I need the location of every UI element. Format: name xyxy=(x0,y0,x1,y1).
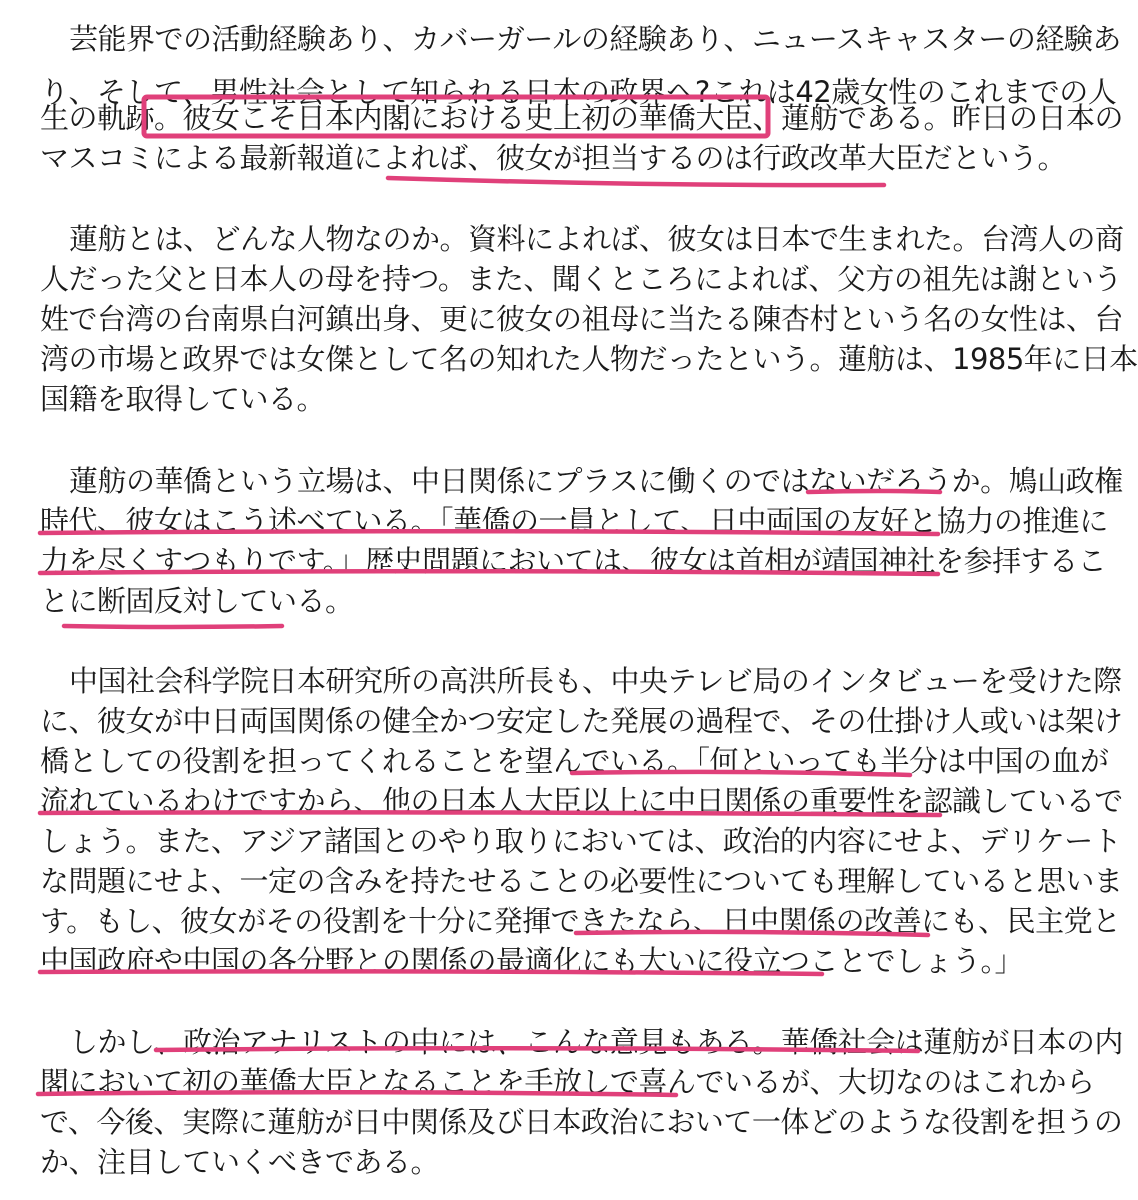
text-line: 中国社会科学院日本研究所の高洪所長も、中央テレビ局のインタビューを受けた際 xyxy=(69,664,1122,698)
text-line: 蓮舫とは、どんな人物なのか。資料によれば、彼女は日本で生まれた。台湾人の商 xyxy=(69,222,1124,256)
text-line: 生の軌跡。彼女こそ日本内閣における史上初の華僑大臣、蓮舫である。昨日の日本の xyxy=(40,101,1124,135)
underline-mark xyxy=(388,178,884,185)
text-line: 閣において初の華僑大臣となることを手放しで喜んでいるが、大切なのはこれから xyxy=(40,1065,1095,1099)
text-line: な問題にせよ、一定の含みを持たせることの必要性についても理解していると思いま xyxy=(40,864,1123,898)
text-line: で、今後、実際に蓮舫が日中関係及び日本政治において一体どのような役割を担うの xyxy=(40,1105,1123,1139)
text-line: 橋としての役割を担ってくれることを望んでいる。「何といっても半分は中国の血が xyxy=(40,744,1109,778)
text-line: マスコミによる最新報道によれば、彼女が担当するのは行政改革大臣だという。 xyxy=(40,141,1067,175)
text-line: り、そして、男性社会として知られる日本の政界へ?これは42歳女性のこれまでの人 xyxy=(40,75,1117,109)
text-line: 姓で台湾の台南県白河鎮出身、更に彼女の祖母に当たる陳杏村という名の女性は、台 xyxy=(40,302,1124,336)
text-line: す。もし、彼女がその役割を十分に発揮できたなら、日中関係の改善にも、民主党と xyxy=(40,904,1121,938)
text-line: 時代、彼女はこう述べている。「華僑の一員として、日中両国の友好と協力の推進に xyxy=(40,504,1108,538)
text-line: 芸能界での活動経験あり、カバーガールの経験あり、ニュースキャスターの経験あ xyxy=(69,22,1121,56)
text-line: 蓮舫の華僑という立場は、中日関係にプラスに働くのではないだろうか。鳩山政権 xyxy=(69,464,1123,498)
text-line: に、彼女が中日両国関係の健全かつ安定した発展の過程で、その仕掛け人或いは架け xyxy=(40,704,1123,738)
text-line: 湾の市場と政界では女傑として名の知れた人物だったという。蓮舫は、1985年に日本 xyxy=(40,342,1138,376)
text-line: とに断固反対している。 xyxy=(40,584,354,618)
text-line: か、注目していくべきである。 xyxy=(40,1145,440,1179)
text-line: 国籍を取得している。 xyxy=(40,382,326,416)
text-line: しかし、政治アナリストの中には、こんな意見もある。華僑社会は蓮舫が日本の内 xyxy=(69,1025,1123,1059)
text-line: 流れているわけですから、他の日本人大臣以上に中日関係の重要性を認識しているで xyxy=(40,784,1123,818)
text-line: 中国政府や中国の各分野との関係の最適化にも大いに役立つことでしょう。」 xyxy=(40,944,1024,978)
text-line: 力を尽くすつもりです。」歴史問題においては、彼女は首相が靖国神社を参拝するこ xyxy=(40,544,1107,578)
text-line: 人だった父と日本人の母を持つ。また、聞くところによれば、父方の祖先は謝という xyxy=(40,262,1122,296)
underline-mark xyxy=(64,626,282,627)
text-line: しょう。また、アジア諸国とのやり取りにおいては、政治的内容にせよ、デリケート xyxy=(40,824,1122,858)
